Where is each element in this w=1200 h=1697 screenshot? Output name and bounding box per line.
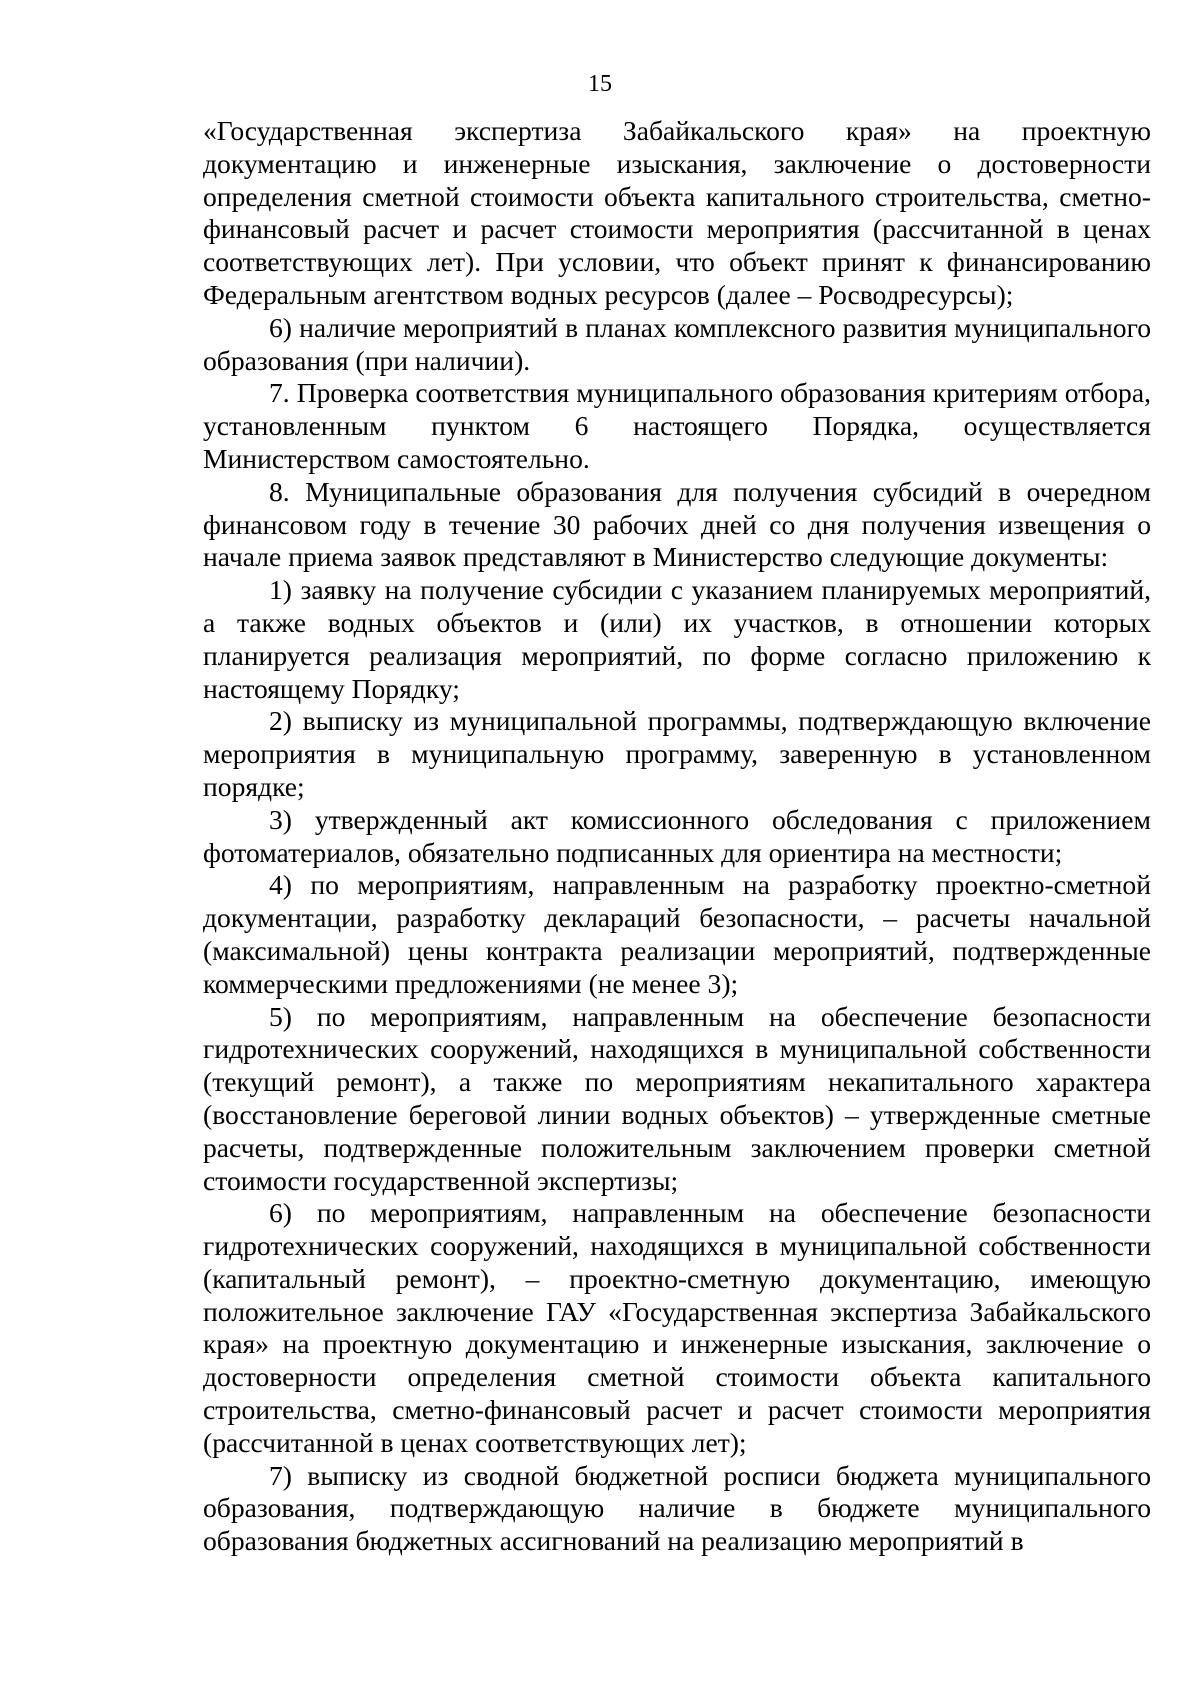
paragraph-item-7-budget-extract: 7) выписку из сводной бюджетной росписи бюджета муниципального образования, подтверждающую наличие в бюджете муниципального образования бюджетных ассигнований на реализацию мероприятий в bbox=[203, 1459, 1151, 1557]
paragraph-item-1-application: 1) заявку на получение субсидии с указанием планируемых мероприятий, а также водных объектов и (или) их участков, в отношении которых планируется реализация мероприятий, по форме согласно приложению к настоящему Порядку; bbox=[203, 574, 1151, 704]
page-number: 15 bbox=[588, 71, 612, 97]
paragraph-item-4-price-calc: 4) по мероприятиям, направленным на разработку проектно-сметной документации, разработку деклараций безопасности, – расчеты начальной (максимальной) цены контракта реализации мероприятий, подтвержденные коммерческими предложениями (не менее 3); bbox=[203, 869, 1151, 999]
paragraph-item-3-inspection-act: 3) утвержденный акт комиссионного обследования с приложением фотоматериалов, обязательно подписанных для ориентира на местности; bbox=[203, 803, 1151, 868]
paragraph-item-6-plans: 6) наличие мероприятий в планах комплексного развития муниципального образования (при наличии). bbox=[203, 311, 1151, 376]
paragraph-item-6-capital-repair: 6) по мероприятиям, направленным на обеспечение безопасности гидротехнических сооружений, находящихся в муниципальной собственности (капитальный ремонт), – проектно-сметную документацию, имеющую положительное заключение ГАУ «Государственная экспертиза Забайкальского края» на проектную документацию и инженерные изыскания, заключение о достоверности определения сметной стоимости объекта капитального строительства, сметно-финансовый расчет и расчет стоимости мероприятия (рассчитанной в ценах соответствующих лет); bbox=[203, 1197, 1151, 1458]
paragraph-clause-7: 7. Проверка соответствия муниципального образования критериям отбора, установленным пунктом 6 настоящего Порядка, осуществляется Министерством самостоятельно. bbox=[203, 377, 1151, 474]
document-body bbox=[203, 115, 1151, 1558]
paragraph-item-2-program-extract: 2) выписку из муниципальной программы, подтверждающую включение мероприятия в муниципальную программу, заверенную в установленном порядке; bbox=[203, 705, 1151, 802]
paragraph-item-5-current-repair: 5) по мероприятиям, направленным на обеспечение безопасности гидротехнических сооружений, находящихся в муниципальной собственности (текущий ремонт), а также по мероприятиям некапитального характера (восстановление береговой линии водных объектов) – утвержденные сметные расчеты, подтвержденные положительным заключением проверки сметной стоимости государственной экспертизы; bbox=[203, 1000, 1151, 1196]
paragraph-continuation: «Государственная экспертиза Забайкальского края» на проектную документацию и инженерные изыскания, заключение о достоверности определения сметной стоимости объекта капитального строительства, сметно-финансовый расчет и расчет стоимости мероприятия (рассчитанной в ценах соответствующих лет). При условии, что объект принят к финансированию Федеральным агентством водных ресурсов (далее – Росводресурсы); bbox=[203, 115, 1151, 310]
paragraph-clause-8: 8. Муниципальные образования для получения субсидий в очередном финансовом году в течение 30 рабочих дней со дня получения извещения о начале приема заявок представляют в Министерство следующие документы: bbox=[203, 475, 1151, 573]
